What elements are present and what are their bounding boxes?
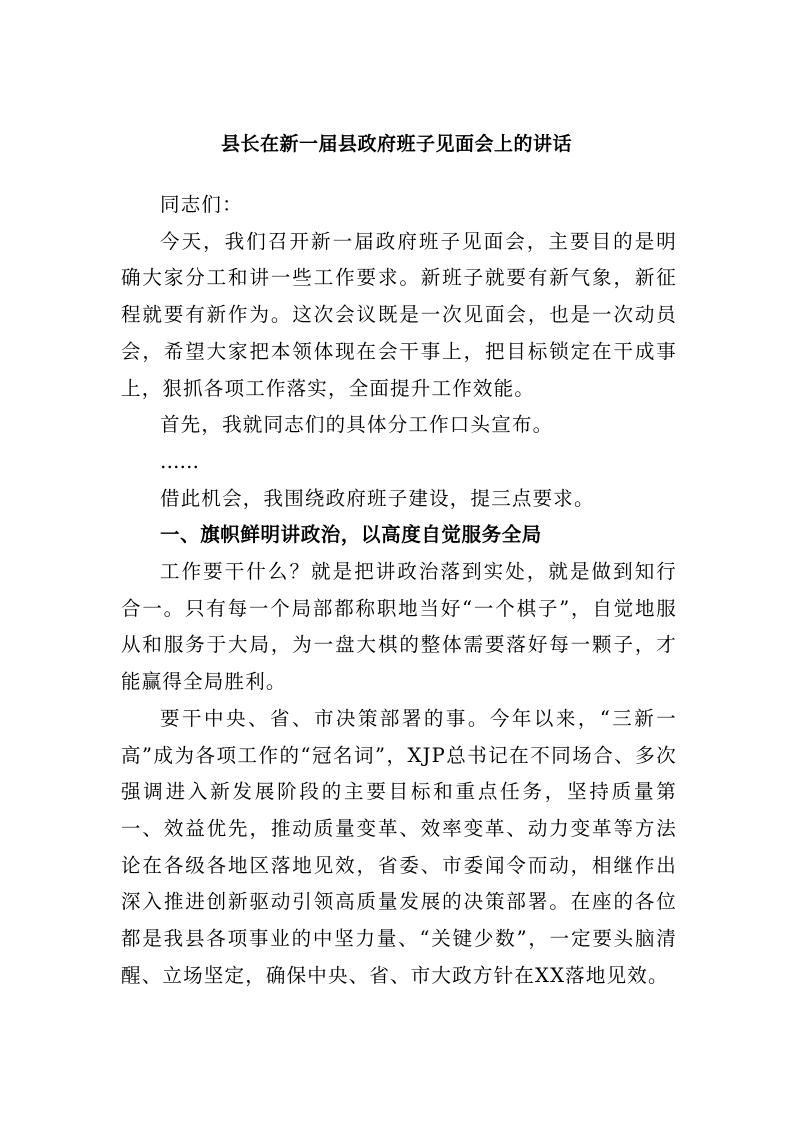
- section-heading-1: 一、旗帜鲜明讲政治，以高度自觉服务全局: [160, 523, 542, 547]
- paragraph-intro: 今天，我们召开新一届政府班子见面会，主要目的是明确大家分工和讲一些工作要求。新班子就要有新气象，新征程就要有新作为。这次会议既是一次见面会，也是一次动员会，希望大家把本领体现在会干事上，把目标锁定在干成事上，狠抓各项工作落实，全面提升工作效能。: [121, 229, 677, 400]
- paragraph-politics: 工作要干什么？就是把讲政治落到实处，就是做到知行合一。只有每一个局部都称职地当好“一个棋子”，自觉地服从和服务于大局，为一盘大棋的整体需要落好每一颗子，才能赢得全局胜利。: [121, 560, 677, 694]
- document-body: [121, 187, 677, 994]
- paragraph-decisions: 要干中央、省、市决策部署的事。今年以来，“三新一高”成为各项工作的“冠名词”，XJP总书记在不同场合、多次强调进入新发展阶段的主要目标和重点任务，坚持质量第一、效益优先，推动质量变革、效率变革、动力变革等方法论在各级各地区落地见效，省委、市委闻令而动，相继作出深入推进创新驱动引领高质量发展的决策部署。在座的各位都是我县各项事业的中坚力量、“关键少数”，一定要头脑清醒、立场坚定，确保中央、省、市大政方针在XX落地见效。: [121, 706, 677, 987]
- document-title: 县长在新一届县政府班子见面会上的讲话: [220, 133, 572, 155]
- salutation: 同志们：: [160, 193, 243, 216]
- paragraph-requirements: 借此机会，我围绕政府班子建设，提三点要求。: [160, 486, 595, 510]
- paragraph-ellipsis: ……: [160, 449, 199, 473]
- paragraph-division: 首先，我就同志们的具体分工作口头宣布。: [160, 413, 554, 437]
